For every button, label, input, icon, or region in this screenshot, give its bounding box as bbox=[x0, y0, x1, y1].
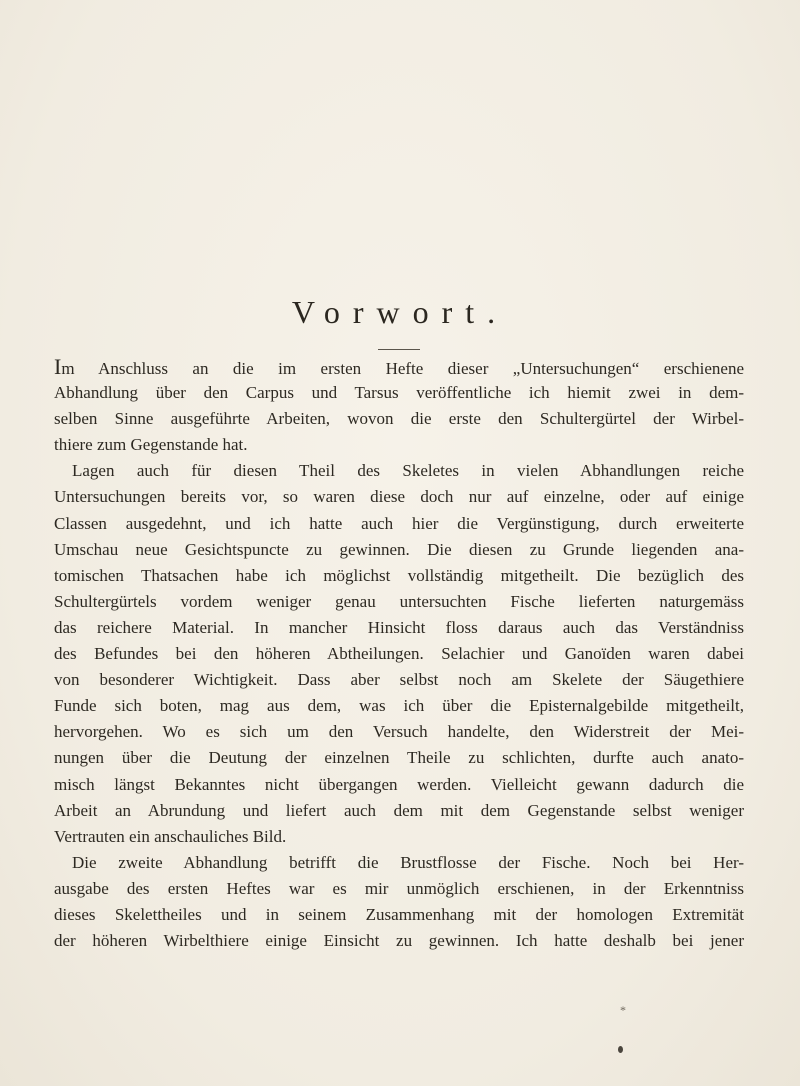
text-line: dieses Skelettheiles und in seinem Zusammenhang mit der homologen Extremität bbox=[54, 904, 744, 924]
text-line: Lagen auch für diesen Theil des Skeletes in vielen Abhandlungen reiche bbox=[72, 461, 744, 481]
page-title: Vorwort. bbox=[291, 294, 509, 330]
text-line: von besonderer Wichtigkeit. Dass aber selbst noch am Skelete der Säugethiere bbox=[54, 670, 744, 690]
text-line: thiere zum Gegenstande hat. bbox=[54, 435, 248, 455]
text-line: Funde sich boten, mag aus dem, was ich über die Episternalgebilde mitgetheilt, bbox=[54, 696, 744, 716]
text-line: tomischen Thatsachen habe ich möglichst vollständig mitgetheilt. Die bezüglich des bbox=[54, 565, 744, 585]
initial-letter: I bbox=[54, 354, 62, 379]
body-text bbox=[54, 354, 744, 954]
text-line: Arbeit an Abrundung und liefert auch dem mit dem Gegenstande selbst weniger bbox=[54, 800, 744, 820]
text-line: nungen über die Deutung der einzelnen Theile zu schlichten, durfte auch anato- bbox=[54, 748, 744, 768]
ink-dot bbox=[618, 1046, 623, 1053]
text-line: Schultergürtels vordem weniger genau untersuchten Fische lieferten naturgemäss bbox=[54, 591, 744, 611]
text-line: Classen ausgedehnt, und ich hatte auch hier die Vergünstigung, durch erweiterte bbox=[54, 513, 744, 533]
text-line: Vertrauten ein anschauliches Bild. bbox=[54, 826, 287, 846]
text-line: der höheren Wirbelthiere einige Einsicht zu gewinnen. Ich hatte deshalb bei jener bbox=[54, 931, 744, 951]
text-line: Umschau neue Gesichtspuncte zu gewinnen. Die diesen zu Grunde liegenden ana- bbox=[54, 539, 744, 559]
title-rule bbox=[378, 349, 420, 350]
text-line: Untersuchungen bereits vor, so waren diese doch nur auf einzelne, oder auf einige bbox=[54, 487, 744, 507]
text-line: Die zweite Abhandlung betrifft die Brustflosse der Fische. Noch bei Her- bbox=[72, 852, 744, 872]
text-line: das reichere Material. In mancher Hinsicht floss daraus auch das Verständniss bbox=[54, 617, 744, 637]
text-line: Im Anschluss an die im ersten Hefte dieser „Untersuchungen“ erschienene bbox=[54, 354, 744, 379]
signature-mark: * bbox=[620, 1003, 626, 1017]
text-line: des Befundes bei den höheren Abtheilungen. Selachier und Ganoïden waren dabei bbox=[54, 644, 744, 664]
text-line: Abhandlung über den Carpus und Tarsus veröffentliche ich hiemit zwei in dem- bbox=[54, 383, 744, 403]
text-line: selben Sinne ausgeführte Arbeiten, wovon die erste den Schultergürtel der Wirbel- bbox=[54, 409, 744, 429]
text-line: hervorgehen. Wo es sich um den Versuch handelte, den Widerstreit der Mei- bbox=[54, 722, 744, 742]
text-line: misch längst Bekanntes nicht übergangen werden. Vielleicht gewann dadurch die bbox=[54, 774, 744, 794]
text-line: ausgabe des ersten Heftes war es mir unmöglich erschienen, in der Erkenntniss bbox=[54, 878, 744, 898]
